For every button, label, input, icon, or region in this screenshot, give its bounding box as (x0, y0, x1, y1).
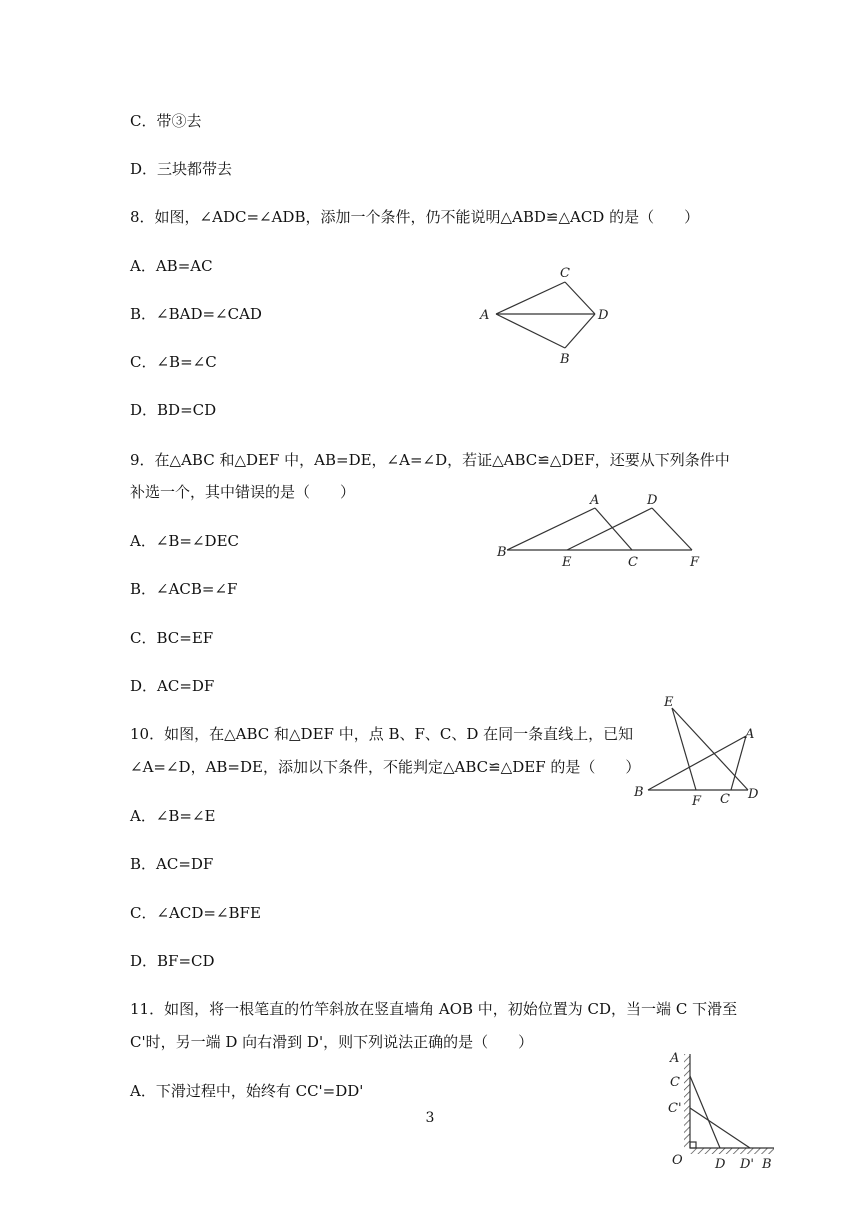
q9-label-b: B (497, 545, 507, 560)
q10-segment-ac (731, 736, 746, 790)
q11-label-a: A (670, 1051, 680, 1066)
q10-segment-ba (648, 736, 746, 790)
q8-segment-bd (565, 314, 595, 348)
q9-segment-ed (567, 508, 652, 550)
page-number: 3 (425, 1110, 435, 1126)
q8-label-a: A (480, 308, 490, 323)
q10-label-c: C (720, 792, 730, 807)
q10-label-d: D (748, 787, 759, 802)
q9-stem-line1: 9．在△ABC 和△DEF 中，AB=DE，∠A=∠D，若证△ABC≌△DEF，还要从下列条件中 (130, 451, 730, 469)
q10-stem-line2: ∠A=∠D，AB=DE，添加以下条件，不能判定△ABC≌△DEF 的是（ ） (130, 758, 641, 776)
q8-label-c: C (560, 266, 570, 281)
q8-stem: 8．如图，∠ADC=∠ADB，添加一个条件，仍不能说明△ABD≌△ACD 的是（ ） (130, 208, 700, 226)
q11-label-c-prime: C' (668, 1101, 682, 1116)
q11-label-o: O (672, 1153, 683, 1168)
q11-floor-hatch (690, 1148, 774, 1154)
q11-label-c: C (670, 1075, 680, 1090)
q7-option-d: D．三块都带去 (130, 160, 233, 178)
q8-option-d: D．BD=CD (130, 401, 217, 419)
q9-segment-ba (507, 508, 595, 550)
q9-option-b: B．∠ACB=∠F (130, 580, 238, 598)
q11-stem-line2: C'时，另一端 D 向右滑到 D'，则下列说法正确的是（ ） (130, 1033, 534, 1051)
q8-label-d: D (598, 308, 609, 323)
q11-option-a: A．下滑过程中，始终有 CC'=DD' (130, 1082, 364, 1100)
q10-label-b: B (634, 785, 644, 800)
q8-label-b: B (560, 352, 570, 367)
q9-option-d: D．AC=DF (130, 677, 215, 695)
q9-stem-line2: 补选一个，其中错误的是（ ） (130, 483, 356, 501)
q9-option-c: C．BC=EF (130, 629, 214, 647)
q9-segment-df (652, 508, 692, 550)
q9-label-e: E (562, 555, 572, 570)
q11-label-d: D (715, 1157, 726, 1172)
q8-figure (470, 262, 620, 376)
q11-label-b: B (762, 1157, 772, 1172)
q10-option-a: A．∠B=∠E (130, 807, 216, 825)
q11-stem-line1: 11．如图，将一根笔直的竹竿斜放在竖直墙角 AOB 中，初始位置为 CD，当一端 C 下滑至 (130, 1000, 738, 1018)
q8-segment-cd (565, 282, 595, 314)
q10-stem-line1: 10．如图，在△ABC 和△DEF 中，点 B、F、C、D 在同一条直线上，已知 (130, 725, 634, 743)
q8-option-b: B．∠BAD=∠CAD (130, 305, 262, 323)
q10-label-e: E (664, 695, 674, 710)
q8-option-a: A．AB=AC (130, 257, 213, 275)
q10-option-d: D．BF=CD (130, 952, 215, 970)
q9-segment-ac (595, 508, 632, 550)
q7-option-c: C．带③去 (130, 112, 202, 130)
q10-figure (628, 692, 768, 816)
q11-wall-hatch (684, 1054, 690, 1148)
q8-segment-ab (496, 314, 565, 348)
q9-figure (492, 490, 712, 579)
q8-segment-ac (496, 282, 565, 314)
q9-label-f: F (690, 555, 700, 570)
q8-option-c: C．∠B=∠C (130, 353, 217, 371)
q9-label-a: A (590, 493, 600, 508)
q10-option-c: C．∠ACD=∠BFE (130, 904, 261, 922)
q9-label-d: D (647, 493, 658, 508)
q10-label-f: F (692, 794, 702, 809)
q11-right-angle-mark (690, 1142, 696, 1148)
q9-label-c: C (628, 555, 638, 570)
q10-option-b: B．AC=DF (130, 855, 214, 873)
q10-label-a: A (745, 727, 755, 742)
q9-option-a: A．∠B=∠DEC (130, 532, 240, 550)
q11-label-d-prime: D' (740, 1157, 754, 1172)
